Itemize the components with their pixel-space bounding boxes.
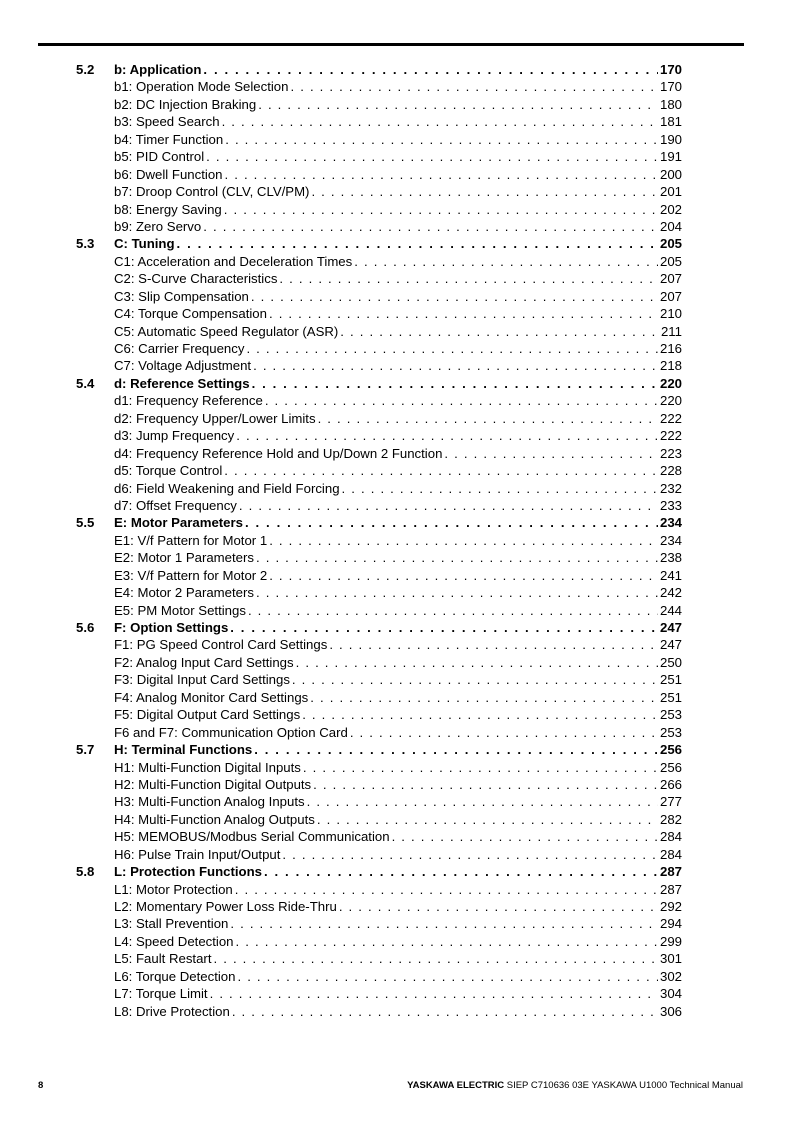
toc-title: L5: Fault Restart — [114, 951, 212, 967]
toc-entry-row[interactable] — [76, 113, 682, 130]
toc-entry-row[interactable] — [76, 340, 682, 357]
toc-entry-row[interactable] — [76, 636, 682, 653]
toc-title: C3: Slip Compensation — [114, 288, 249, 304]
toc-entry-row[interactable] — [76, 846, 682, 863]
toc-page-number: 218 — [659, 358, 682, 374]
toc-title: b5: PID Control — [114, 149, 205, 165]
toc-section-number: 5.4 — [76, 375, 95, 391]
toc-title: F3: Digital Input Card Settings — [114, 672, 290, 688]
toc-page-number: 233 — [659, 497, 682, 513]
toc-entry-row[interactable] — [76, 828, 682, 845]
toc-leader-dots — [269, 532, 658, 549]
toc-section-row[interactable] — [76, 235, 682, 252]
toc-title: E4: Motor 2 Parameters — [114, 585, 254, 601]
toc-entry-row[interactable] — [76, 78, 682, 95]
toc-entry-row[interactable] — [76, 427, 682, 444]
toc-entry-row[interactable] — [76, 96, 682, 113]
toc-title: H2: Multi-Function Digital Outputs — [114, 776, 312, 792]
toc-page-number: 304 — [659, 986, 682, 1002]
toc-leader-dots — [296, 654, 658, 671]
toc-title: b6: Dwell Function — [114, 166, 223, 182]
toc-entry-row[interactable] — [76, 357, 682, 374]
toc-page-number: 287 — [659, 864, 682, 880]
toc-page-number: 234 — [659, 532, 682, 548]
toc-leader-dots — [339, 898, 658, 915]
toc-page-number: 170 — [659, 62, 682, 77]
toc-leader-dots — [224, 201, 658, 218]
toc-page-number: 256 — [659, 759, 682, 775]
toc-section-number: 5.5 — [76, 515, 95, 531]
toc-leader-dots — [292, 671, 658, 688]
toc-title: C6: Carrier Frequency — [114, 341, 245, 356]
toc-page-number: 247 — [659, 637, 682, 653]
toc-leader-dots — [302, 706, 658, 723]
toc-title: d5: Torque Control — [114, 463, 223, 479]
toc-leader-dots — [225, 131, 658, 148]
toc-page-number: 282 — [659, 811, 682, 827]
toc-page-number: 204 — [659, 218, 682, 234]
toc-page-number: 284 — [659, 846, 682, 862]
toc-page-number: 244 — [659, 602, 682, 618]
toc-entry-row[interactable] — [76, 148, 682, 165]
toc-page-number: 222 — [659, 410, 682, 426]
toc-page-number: 253 — [659, 724, 682, 740]
toc-leader-dots — [210, 985, 658, 1002]
toc-title: F1: PG Speed Control Card Settings — [114, 637, 328, 653]
toc-title: E3: V/f Pattern for Motor 2 — [114, 567, 268, 583]
toc-entry-row[interactable] — [76, 270, 682, 287]
toc-title: C2: S-Curve Characteristics — [114, 271, 278, 287]
toc-entry-row[interactable] — [76, 654, 682, 671]
toc-entry-row[interactable] — [76, 410, 682, 427]
toc-page-number: 207 — [659, 271, 682, 287]
toc-page-number: 287 — [659, 881, 682, 897]
toc-entry-row[interactable] — [76, 985, 682, 1002]
toc-section-row[interactable] — [76, 375, 682, 392]
toc-title: E5: PM Motor Settings — [114, 602, 246, 618]
table-of-contents — [76, 61, 682, 1020]
toc-section-row[interactable] — [76, 863, 682, 880]
toc-title: b1: Operation Mode Selection — [114, 79, 289, 95]
toc-page-number: 200 — [659, 166, 682, 182]
toc-page-number: 190 — [659, 131, 682, 147]
toc-leader-dots — [282, 846, 658, 863]
toc-leader-dots — [239, 497, 658, 514]
toc-leader-dots — [264, 863, 658, 880]
toc-leader-dots — [203, 218, 658, 235]
toc-title: H4: Multi-Function Analog Outputs — [114, 811, 315, 827]
toc-title: L4: Speed Detection — [114, 933, 234, 949]
toc-page-number: 251 — [659, 672, 682, 688]
toc-entry-row[interactable] — [76, 898, 682, 915]
toc-page-number: 284 — [659, 829, 682, 845]
toc-title: b8: Energy Saving — [114, 201, 222, 217]
header-rule — [38, 43, 744, 46]
toc-title: F6 and F7: Communication Option Card — [114, 724, 348, 740]
toc-leader-dots — [222, 113, 658, 130]
toc-entry-row[interactable] — [76, 671, 682, 688]
toc-page-number: 170 — [659, 79, 682, 95]
toc-entry-row[interactable] — [76, 706, 682, 723]
toc-entry-row[interactable] — [76, 131, 682, 148]
toc-entry-row[interactable] — [76, 933, 682, 950]
toc-page-number: 241 — [659, 567, 682, 583]
toc-entry-row[interactable] — [76, 549, 682, 566]
toc-page-number: 306 — [659, 1003, 682, 1019]
toc-leader-dots — [269, 305, 658, 322]
toc-page-number: 201 — [659, 184, 682, 200]
toc-leader-dots — [350, 724, 658, 741]
toc-leader-dots — [311, 183, 658, 200]
toc-leader-dots — [256, 584, 658, 601]
toc-entry-row[interactable] — [76, 218, 682, 235]
toc-leader-dots — [290, 78, 658, 95]
toc-entry-row[interactable] — [76, 201, 682, 218]
toc-leader-dots — [313, 776, 658, 793]
toc-entry-row[interactable] — [76, 253, 682, 270]
toc-leader-dots — [232, 1003, 658, 1020]
toc-title: L8: Drive Protection — [114, 1003, 230, 1019]
toc-leader-dots — [224, 462, 658, 479]
toc-entry-row[interactable] — [76, 480, 682, 497]
toc-entry-row[interactable] — [76, 724, 682, 741]
toc-page-number: 191 — [659, 149, 682, 165]
toc-leader-dots — [310, 689, 658, 706]
toc-title: L7: Torque Limit — [114, 986, 208, 1002]
toc-section-row[interactable] — [76, 741, 682, 758]
toc-title: L6: Torque Detection — [114, 968, 236, 984]
toc-entry-row[interactable] — [76, 915, 682, 932]
toc-entry-row[interactable] — [76, 392, 682, 409]
toc-title: C4: Torque Compensation — [114, 306, 267, 322]
toc-leader-dots — [279, 270, 658, 287]
toc-page-number: 205 — [659, 253, 682, 269]
toc-title: b3: Speed Search — [114, 114, 220, 130]
toc-leader-dots — [307, 793, 658, 810]
toc-page-number: 228 — [659, 463, 682, 479]
toc-title: F2: Analog Input Card Settings — [114, 654, 294, 670]
toc-title: H5: MEMOBUS/Modbus Serial Communication — [114, 829, 390, 845]
toc-page-number: 210 — [659, 306, 682, 322]
toc-leader-dots — [354, 253, 658, 270]
toc-page-number: 292 — [659, 899, 682, 914]
toc-leader-dots — [317, 811, 658, 828]
toc-entry-row[interactable] — [76, 689, 682, 706]
toc-leader-dots — [252, 375, 658, 392]
toc-title: L3: Stall Prevention — [114, 916, 229, 932]
toc-page-number: 247 — [659, 620, 682, 635]
toc-title: d: Reference Settings — [114, 375, 250, 391]
toc-page-number: 180 — [659, 96, 682, 112]
toc-section-row[interactable] — [76, 619, 682, 636]
toc-leader-dots — [248, 602, 658, 619]
toc-entry-row[interactable] — [76, 462, 682, 479]
toc-section-number: 5.3 — [76, 236, 95, 252]
footer-page-number: 8 — [38, 1080, 44, 1091]
toc-entry-row[interactable] — [76, 305, 682, 322]
toc-title: C1: Acceleration and Deceleration Times — [114, 253, 353, 269]
toc-page-number: 216 — [659, 341, 682, 356]
toc-leader-dots — [206, 148, 658, 165]
toc-page-number: 205 — [659, 236, 682, 252]
toc-title: d2: Frequency Upper/Lower Limits — [114, 410, 316, 426]
toc-leader-dots — [444, 445, 658, 462]
toc-page-number: 232 — [659, 480, 682, 496]
toc-page-number: 256 — [659, 742, 682, 758]
toc-page-number: 277 — [659, 794, 682, 810]
toc-title: F: Option Settings — [114, 620, 229, 635]
footer-manual-title — [407, 1080, 743, 1091]
toc-leader-dots — [236, 933, 658, 950]
toc-page-number: 222 — [659, 428, 682, 444]
toc-leader-dots — [329, 636, 658, 653]
toc-leader-dots — [224, 166, 658, 183]
toc-leader-dots — [253, 357, 658, 374]
toc-leader-dots — [342, 480, 658, 497]
toc-entry-row[interactable] — [76, 445, 682, 462]
toc-page-number: 181 — [659, 114, 682, 130]
toc-section-number: 5.6 — [76, 620, 95, 635]
toc-page-number: 299 — [659, 933, 682, 949]
toc-entry-row[interactable] — [76, 1003, 682, 1020]
toc-leader-dots — [230, 619, 658, 636]
footer-manual-name: SIEP C710636 03E YASKAWA U1000 Technical Manual — [506, 1080, 743, 1091]
toc-entry-row[interactable] — [76, 776, 682, 793]
toc-leader-dots — [177, 235, 658, 252]
toc-leader-dots — [392, 828, 658, 845]
toc-title: d1: Frequency Reference — [114, 393, 263, 409]
toc-page-number: 220 — [659, 393, 682, 409]
toc-leader-dots — [256, 549, 658, 566]
toc-title: b2: DC Injection Braking — [114, 96, 257, 112]
toc-title: b: Application — [114, 62, 202, 77]
toc-page-number: 251 — [659, 689, 682, 705]
toc-title: d4: Frequency Reference Hold and Up/Down 2 Function — [114, 445, 443, 461]
toc-title: L1: Motor Protection — [114, 881, 233, 897]
toc-section-row[interactable] — [76, 61, 682, 78]
toc-leader-dots — [303, 759, 658, 776]
toc-leader-dots — [203, 61, 658, 78]
toc-entry-row[interactable] — [76, 166, 682, 183]
toc-leader-dots — [340, 323, 659, 340]
toc-entry-row[interactable] — [76, 497, 682, 514]
toc-title: L: Protection Functions — [114, 864, 262, 880]
toc-title: E1: V/f Pattern for Motor 1 — [114, 532, 268, 548]
toc-title: F4: Analog Monitor Card Settings — [114, 689, 309, 705]
toc-leader-dots — [246, 340, 658, 357]
footer-brand: YASKAWA ELECTRIC — [407, 1080, 505, 1091]
toc-leader-dots — [235, 881, 658, 898]
toc-leader-dots — [230, 915, 658, 932]
toc-title: C5: Automatic Speed Regulator (ASR) — [114, 323, 339, 339]
toc-page-number: 207 — [659, 288, 682, 304]
toc-section-row[interactable] — [76, 514, 682, 531]
toc-leader-dots — [245, 514, 658, 531]
toc-title: d6: Field Weakening and Field Forcing — [114, 480, 340, 496]
toc-section-number: 5.8 — [76, 864, 95, 880]
toc-entry-row[interactable] — [76, 759, 682, 776]
toc-leader-dots — [254, 741, 658, 758]
toc-page-number: 253 — [659, 707, 682, 723]
toc-title: C7: Voltage Adjustment — [114, 358, 252, 374]
toc-entry-row[interactable] — [76, 323, 682, 340]
toc-title: H3: Multi-Function Analog Inputs — [114, 794, 305, 810]
toc-leader-dots — [318, 410, 658, 427]
toc-entry-row[interactable] — [76, 183, 682, 200]
toc-page-number: 234 — [659, 515, 682, 531]
toc-title: C: Tuning — [114, 236, 175, 252]
toc-page-number: 266 — [659, 776, 682, 792]
toc-title: b9: Zero Servo — [114, 218, 202, 234]
toc-page-number: 238 — [659, 550, 682, 566]
toc-page-number: 242 — [659, 585, 682, 601]
toc-entry-row[interactable] — [76, 288, 682, 305]
toc-entry-row[interactable] — [76, 793, 682, 810]
toc-section-number: 5.7 — [76, 742, 95, 758]
toc-entry-row[interactable] — [76, 584, 682, 601]
toc-title: b7: Droop Control (CLV, CLV/PM) — [114, 184, 310, 200]
toc-page-number: 202 — [659, 201, 682, 217]
toc-leader-dots — [269, 567, 658, 584]
toc-title: E2: Motor 1 Parameters — [114, 550, 254, 566]
toc-title: F5: Digital Output Card Settings — [114, 707, 301, 723]
toc-page-number: 250 — [659, 654, 682, 670]
toc-leader-dots — [251, 288, 658, 305]
toc-title: d7: Offset Frequency — [114, 497, 237, 513]
toc-title: d3: Jump Frequency — [114, 428, 235, 444]
toc-entry-row[interactable] — [76, 602, 682, 619]
toc-leader-dots — [265, 392, 658, 409]
toc-page-number: 301 — [659, 951, 682, 967]
toc-entry-row[interactable] — [76, 811, 682, 828]
toc-leader-dots — [237, 968, 658, 985]
toc-page-number: 211 — [660, 323, 682, 339]
toc-title: H: Terminal Functions — [114, 742, 253, 758]
toc-page-number: 302 — [659, 968, 682, 984]
toc-entry-row[interactable] — [76, 567, 682, 584]
toc-leader-dots — [213, 950, 658, 967]
toc-section-number: 5.2 — [76, 62, 95, 77]
toc-title: L2: Momentary Power Loss Ride-Thru — [114, 899, 337, 914]
toc-entry-row[interactable] — [76, 881, 682, 898]
toc-entry-row[interactable] — [76, 532, 682, 549]
toc-title: H1: Multi-Function Digital Inputs — [114, 759, 301, 775]
toc-leader-dots — [236, 427, 658, 444]
toc-title: H6: Pulse Train Input/Output — [114, 846, 281, 862]
toc-title: E: Motor Parameters — [114, 515, 243, 531]
toc-entry-row[interactable] — [76, 968, 682, 985]
toc-title: b4: Timer Function — [114, 131, 224, 147]
toc-leader-dots — [258, 96, 658, 113]
toc-entry-row[interactable] — [76, 950, 682, 967]
toc-page-number: 294 — [659, 916, 682, 932]
toc-page-number: 223 — [659, 445, 682, 461]
toc-page-number: 220 — [659, 375, 682, 391]
